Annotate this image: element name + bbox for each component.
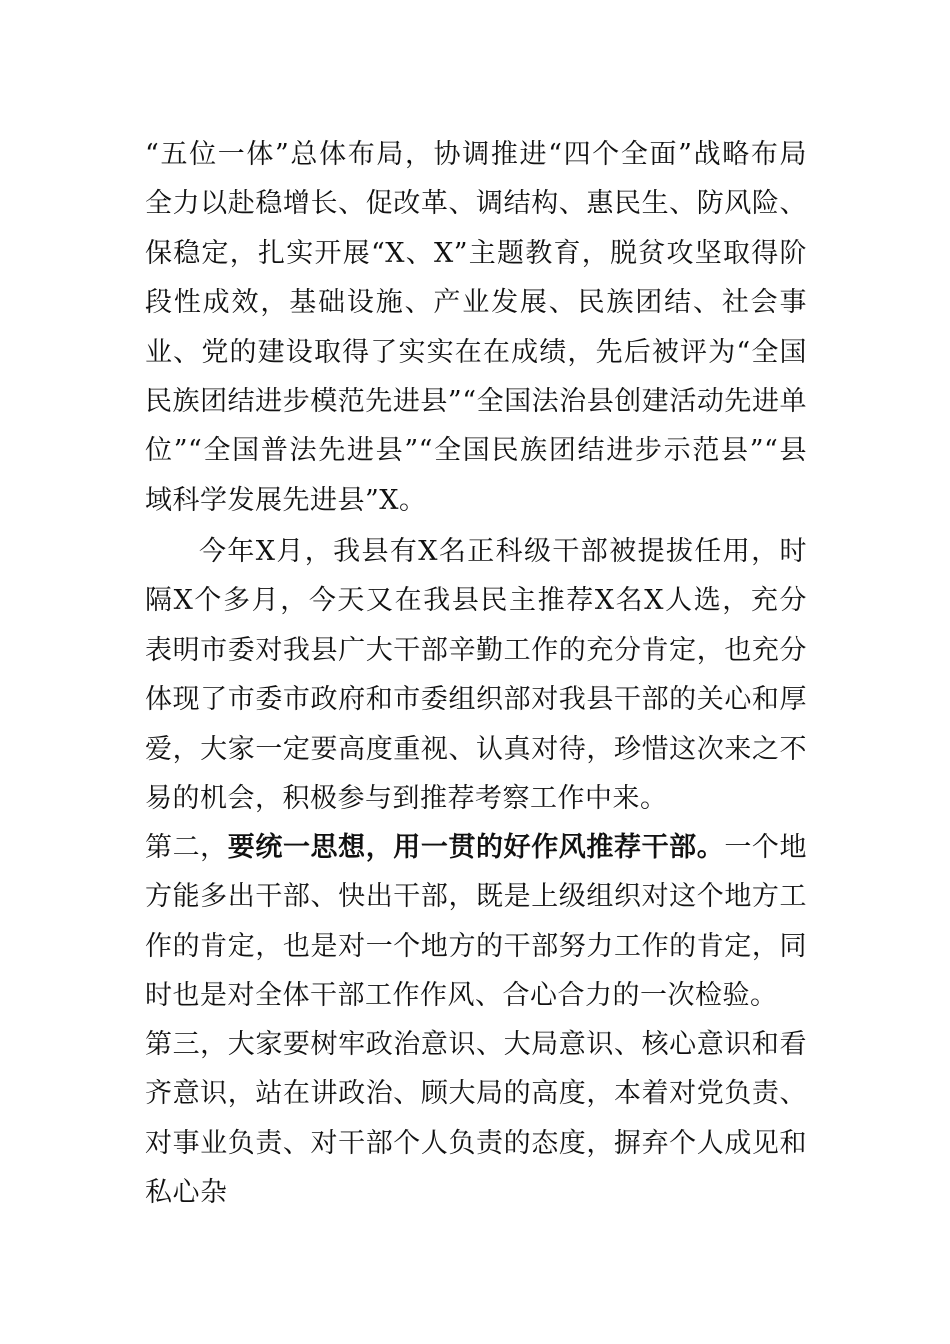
second-point-heading: 要统一思想，用一贯的好作风推荐干部。 — [227, 832, 725, 863]
paragraph-second-point — [145, 823, 807, 1021]
second-point-lead: 第二， — [145, 832, 228, 863]
paragraph-cadre-promotion: 今年X月，我县有X名正科级干部被提拔任用，时隔X个多月，今天又在我县民主推荐X名X人选，充分表明市委对我县广大干部辛勤工作的充分肯定，也充分体现了市委市政府和市委组织部对我县干部的关心和厚爱，大家一定要高度重视、认真对待，珍惜这次来之不易的机会，积极参与到推荐考察工作中来。 — [145, 536, 807, 815]
second-point-body: 一个地方能多出干部、快出干部，既是上级组织对这个地方工作的肯定，也是对一个地方的干部努力工作的肯定，同时也是对全体干部工作作风、合心合力的一次检验。 — [145, 832, 808, 1012]
paragraph-overall-layout: “五位一体”总体布局，协调推进“四个全面”战略布局全力以赴稳增长、促改革、调结构、惠民生、防风险、保稳定，扎实开展“X、X”主题教育，脱贫攻坚取得阶段性成效，基础设施、产业发展、民族团结、社会事业、党的建设取得了实实在在成绩，先后被评为“全国民族团结进步模范先进县”“全国法治县创建活动先进单位”“全国普法先进县”“全国民族团结进步示范县”“县域科学发展先进县”X。 — [145, 139, 807, 516]
paragraph-third-point: 第三，大家要树牢政治意识、大局意识、核心意识和看齐意识，站在讲政治、顾大局的高度，本着对党负责、对事业负责、对干部个人负责的态度，摒弃个人成见和私心杂 — [145, 1029, 807, 1209]
